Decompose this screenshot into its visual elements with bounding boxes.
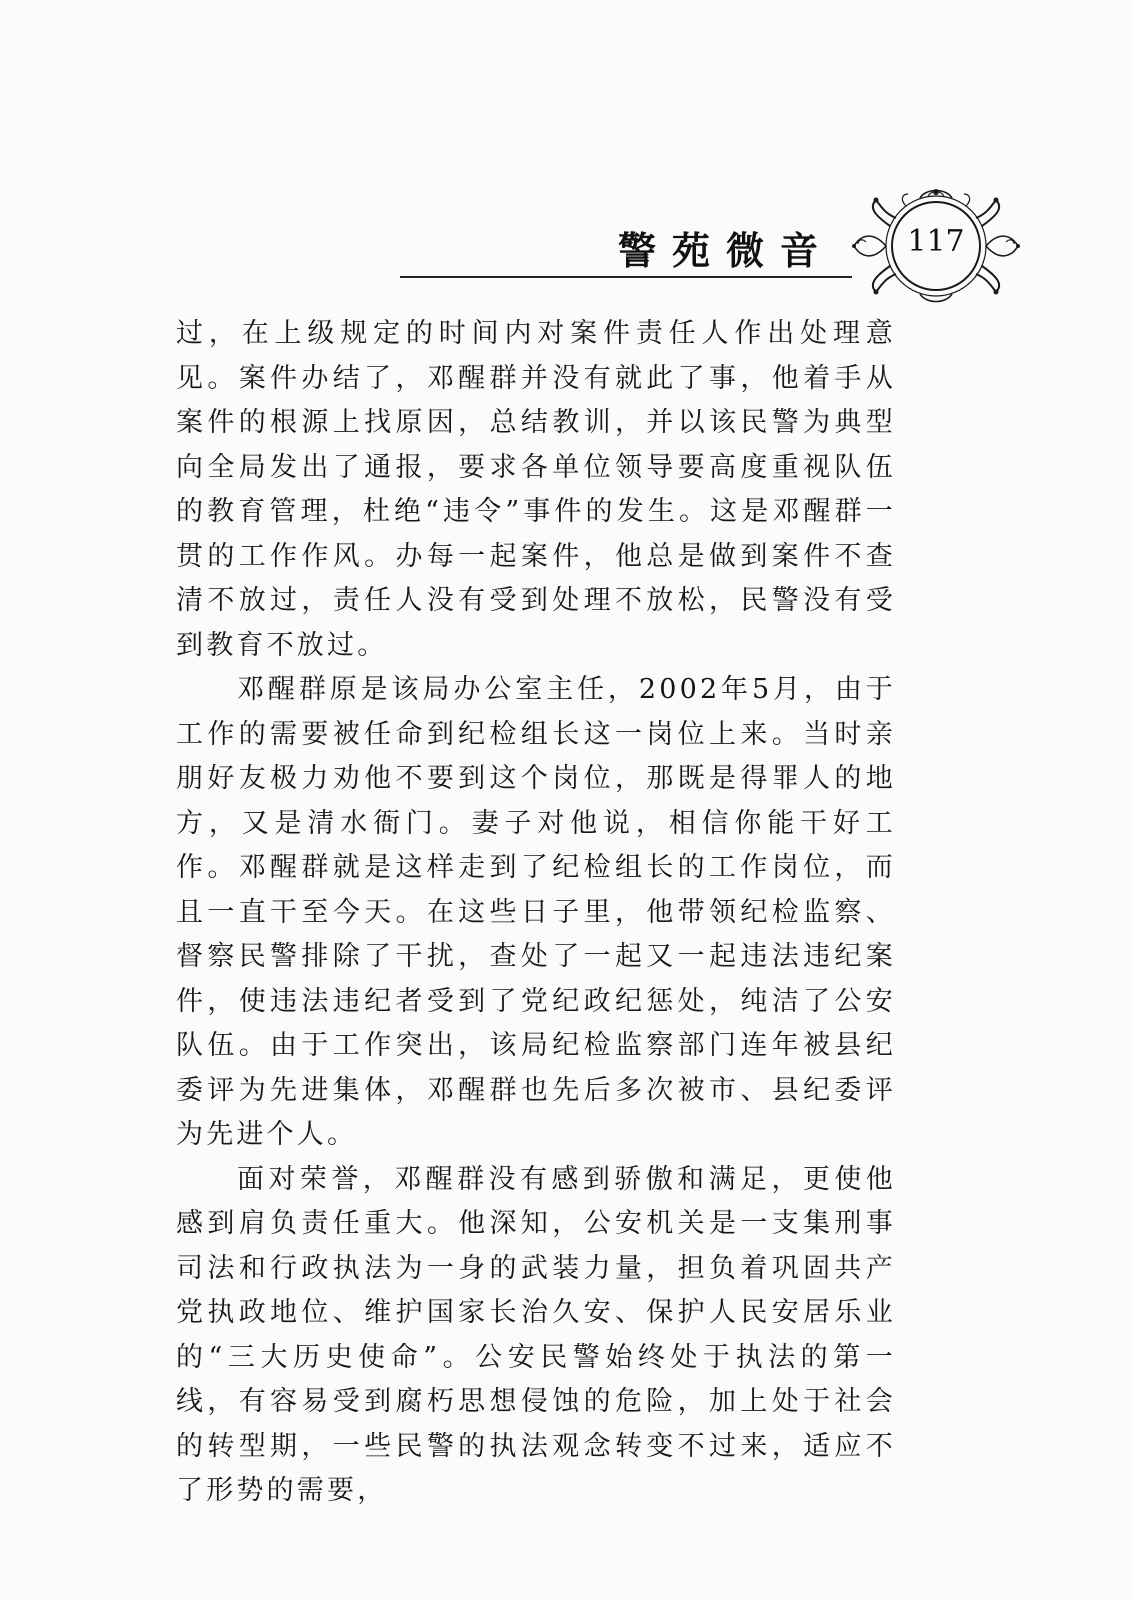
paragraph-3: 面对荣誉，邓醒群没有感到骄傲和满足，更使他感到肩负责任重大。他深知，公安机关是一支集刑事司法和行政执法为一身的武装力量，担负着巩固共产党执政地位、维护国家长治久安、保护人民安居乐业的“三大历史使命”。公安民警始终处于执法的第一线，有容易受到腐朽思想侵蚀的危险，加上处于社会的转型期，一些民警的执法观念转变不过来，适应不了形势的需要， — [176, 1163, 896, 1506]
body-text — [176, 312, 896, 1514]
page-number: 117 — [907, 224, 965, 259]
paragraph-2: 邓醒群原是该局办公室主任，2002年5月，由于工作的需要被任命到纪检组长这一岗位上来。当时亲朋好友极力劝他不要到这个岗位，那既是得罪人的地方，又是清水衙门。妻子对他说，相信你能干好工作。邓醒群就是这样走到了纪检组长的工作岗位，而且一直干至今天。在这些日子里，他带领纪检监察、督察民警排除了干扰，查处了一起又一起违法违纪案件，使违法违纪者受到了党纪政纪惩处，纯洁了公安队伍。由于工作突出，该局纪检监察部门连年被县纪委评为先进集体，邓醒群也先后多次被市、县纪委评为先进个人。 — [176, 674, 896, 1150]
page-header — [400, 200, 1040, 320]
paragraph-1: 过，在上级规定的时间内对案件责任人作出处理意见。案件办结了，邓醒群并没有就此了事，他着手从案件的根源上找原因，总结教训，并以该民警为典型向全局发出了通报，要求各单位领导要高度重视队伍的教育管理，杜绝“违令”事件的发生。这是邓醒群一贯的工作作风。办每一起案件，他总是做到案件不查清不放过，责任人没有受到处理不放松，民警没有受到教育不放过。 — [176, 318, 896, 661]
header-rule — [400, 276, 852, 278]
running-title: 警苑微音 — [618, 229, 835, 273]
